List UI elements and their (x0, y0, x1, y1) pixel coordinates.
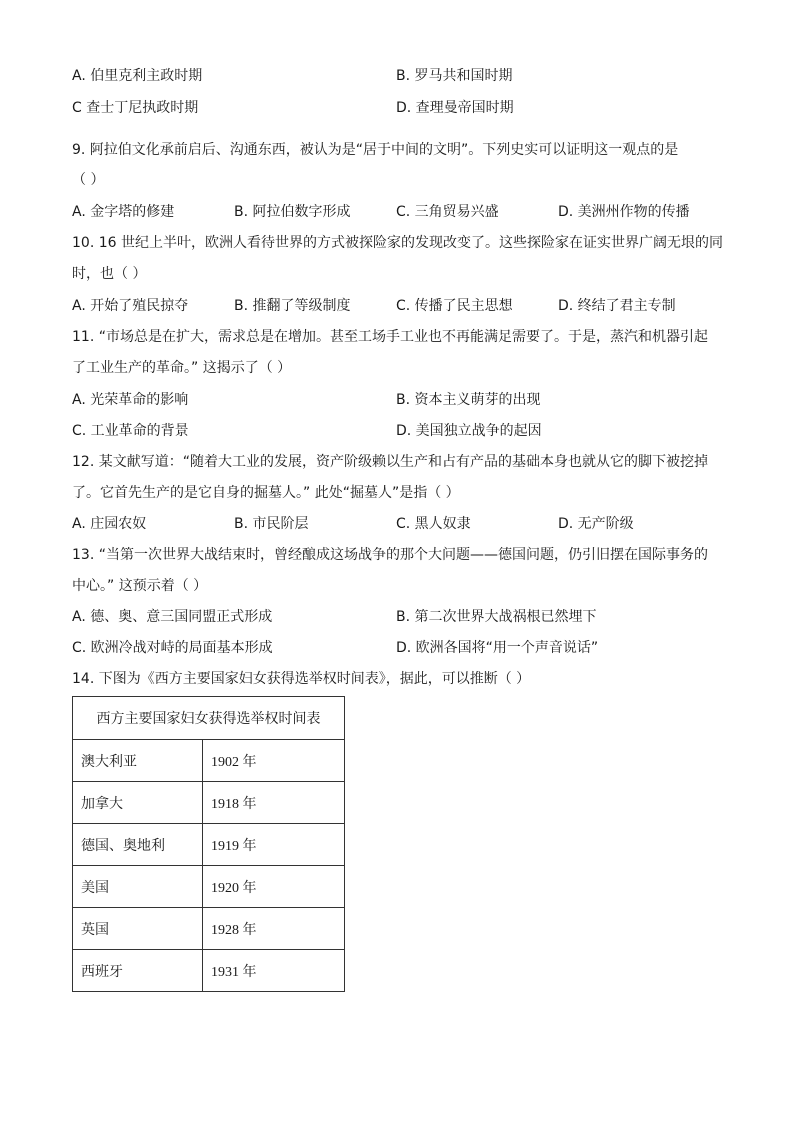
q11-stem-line2: 了工业生产的革命。” 这揭示了（ ） (72, 360, 292, 376)
q11-option-a: A. 光荣革命的影响 (72, 392, 189, 408)
q13-option-c: C. 欧洲冷战对峙的局面基本形成 (72, 640, 273, 656)
table-cell-country: 美国 (73, 866, 203, 908)
q8-option-c: C 查士丁尼执政时期 (72, 100, 199, 116)
q9-option-c: C. 三角贸易兴盛 (396, 204, 499, 220)
q9-option-d: D. 美洲州作物的传播 (558, 204, 690, 220)
q9-option-b: B. 阿拉伯数字形成 (234, 204, 351, 220)
q13-stem-line2: 中心。” 这预示着（ ） (72, 578, 208, 594)
q12-stem-line1: 12. 某文献写道：“随着大工业的发展，资产阶级赖以生产和占有产品的基础本身也就从它的脚下被挖掉 (72, 454, 708, 470)
table-cell-country: 德国、奥地利 (73, 824, 203, 866)
q12-option-d: D. 无产阶级 (558, 516, 634, 532)
q10-stem-line2: 时，也（ ） (72, 266, 147, 282)
q12-stem-line2: 了。它首先生产的是它自身的掘墓人。” 此处“掘墓人”是指（ ） (72, 485, 460, 501)
table-title-row (73, 697, 345, 740)
q13-stem-line1: 13. “当第一次世界大战结束时，曾经酿成这场战争的那个大问题——德国问题，仍引旧摆在国际事务的 (72, 547, 708, 563)
q10-stem-line1: 10. 16 世纪上半叶，欧洲人看待世界的方式被探险家的发现改变了。这些探险家在证实世界广阔无垠的同 (72, 235, 723, 251)
table-cell-country: 西班牙 (73, 950, 203, 992)
q8-option-b: B. 罗马共和国时期 (396, 68, 513, 84)
q11-option-d: D. 美国独立战争的起因 (396, 423, 542, 439)
q12-option-c: C. 黑人奴隶 (396, 516, 471, 532)
q13-option-a: A. 德、奥、意三国同盟正式形成 (72, 609, 273, 625)
q13-option-b: B. 第二次世界大战祸根已然埋下 (396, 609, 597, 625)
q9-stem-line2: （ ） (72, 172, 105, 188)
q9-option-a: A. 金字塔的修建 (72, 204, 175, 220)
q11-stem-line1: 11. “市场总是在扩大，需求总是在增加。甚至工场手工业也不再能满足需要了。于是，蒸汽和机器引起 (72, 329, 708, 345)
q10-option-b: B. 推翻了等级制度 (234, 298, 351, 314)
table-cell-year: 1931 年 (203, 950, 345, 992)
q8-option-d: D. 查理曼帝国时期 (396, 100, 514, 116)
q10-option-c: C. 传播了民主思想 (396, 298, 513, 314)
table-row (73, 740, 345, 782)
table-cell-country: 加拿大 (73, 782, 203, 824)
q12-option-a: A. 庄园农奴 (72, 516, 147, 532)
table-cell-year: 1918 年 (203, 782, 345, 824)
table-cell-year: 1902 年 (203, 740, 345, 782)
table-cell-year: 1920 年 (203, 866, 345, 908)
table-cell-country: 澳大利亚 (73, 740, 203, 782)
q13-option-d: D. 欧洲各国将“用一个声音说话” (396, 640, 599, 656)
table-row (73, 866, 345, 908)
q12-option-b: B. 市民阶层 (234, 516, 309, 532)
q11-option-b: B. 资本主义萌芽的出现 (396, 392, 541, 408)
table-row (73, 908, 345, 950)
table-cell-year: 1919 年 (203, 824, 345, 866)
table-cell-country: 英国 (73, 908, 203, 950)
suffrage-table (72, 696, 345, 992)
table-row (73, 782, 345, 824)
q10-option-a: A. 开始了殖民掠夺 (72, 298, 189, 314)
q9-stem-line1: 9. 阿拉伯文化承前启后、沟通东西，被认为是“居于中间的文明”。下列史实可以证明这一观点的是 (72, 142, 679, 158)
q11-option-c: C. 工业革命的背景 (72, 423, 189, 439)
table-row (73, 824, 345, 866)
table-cell-year: 1928 年 (203, 908, 345, 950)
table-title: 西方主要国家妇女获得选举权时间表 (73, 697, 345, 740)
q10-option-d: D. 终结了君主专制 (558, 298, 676, 314)
q8-option-a: A. 伯里克利主政时期 (72, 68, 203, 84)
q14-stem-line1: 14. 下图为《西方主要国家妇女获得选举权时间表》，据此，可以推断（ ） (72, 671, 531, 687)
table-row (73, 950, 345, 992)
